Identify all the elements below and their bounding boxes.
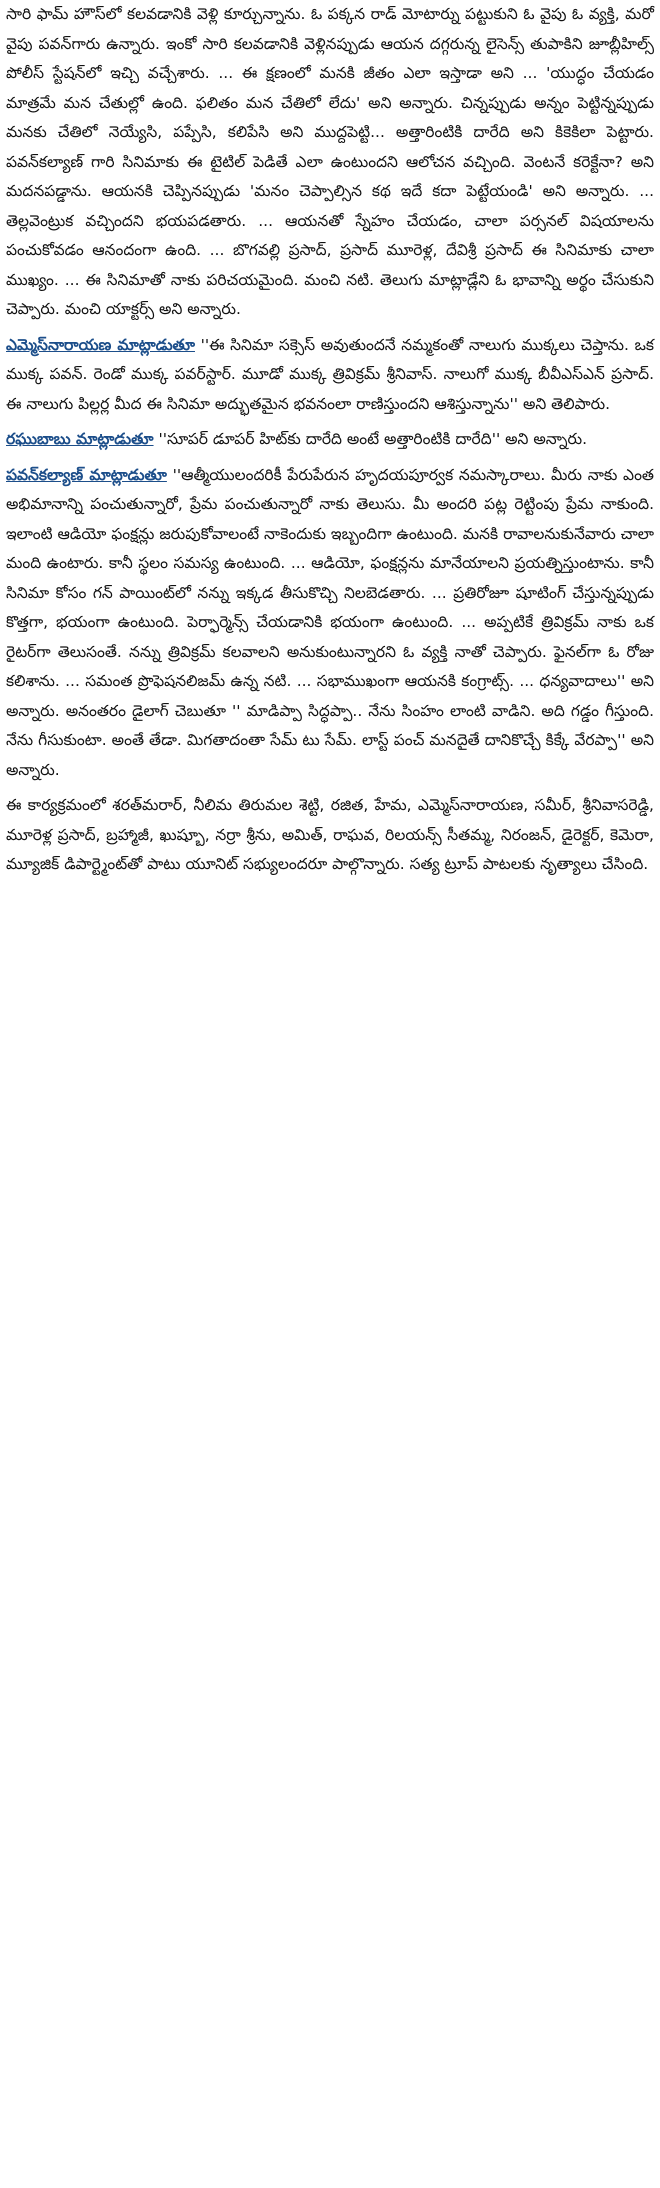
speech-paragraph (6, 461, 654, 786)
paragraph-text: ''ఈ సినిమా సక్సెస్ అవుతుందనే నమ్మకంతో నాలుగు ముక్కలు చెప్తాను. ఒక ముక్క పవన్. రెండో ముక్క పవర్‌స్టార్. మూడో ముక్క త్రివిక్రమ్ శ్రీనివాస్. నాలుగో ముక్క బీవీఎస్ఎన్ ప్రసాద్. ఈ నాలుగు పిల్లర్ల మీద ఈ సినిమా అద్భుతమైన భవనంలా రాణిస్తుందని ఆశిస్తున్నాను'' అని తెలిపారు. (6, 335, 654, 413)
speech-paragraph (6, 331, 654, 420)
paragraph-text: ఈ కార్యక్రమంలో శరత్‌మరార్, నీలిమ తిరుమల శెట్టి, రజిత, హేమ, ఎమ్మెస్‌నారాయణ, సమీర్, శ్రీనివాసరెడ్డి, మూరెళ్ల ప్రసాద్, బ్రహ్మాజీ, ఖుష్బూ, నర్రా శ్రీను, అమిత్, రాఘవ, రిలయన్స్ సీతమ్మ, నిరంజన్, డైరెక్టర్, కెమెరా, మ్యూజిక్ డిపార్ట్మెంట్‌తో పాటు యూనిట్ సభ్యులందరూ పాల్గొన్నారు. సత్య ట్రూప్ పాటలకు నృత్యాలు చేసింది. (6, 796, 654, 873)
paragraph-text: సారి ఫామ్ హౌస్‌లో కలవడానికి వెళ్లి కూర్చున్నాను. ఓ పక్కన రాడ్ మోటార్ను పట్టుకుని ఓ వైపు ఓ వ్యక్తి, మరో వైపు పవన్‌గారు ఉన్నారు. ఇంకో సారి కలవడానికి వెళ్లినప్పుడు ఆయన దగ్గరున్న లైసెన్స్ తుపాకిని జూబ్లీహిల్స్ పోలీస్ స్టేషన్‌లో ఇచ్చి వచ్చేశారు. ... ఈ క్షణంలో మనకి జీతం ఎలా ఇస్తాడా అని ... 'యుద్ధం చేయడం మాత్రమే మన చేతుల్లో ఉంది. ఫలితం మన చేతిలో లేదు' అని అన్నారు. చిన్నప్పుడు అన్నం పెట్టిన్నప్పుడు మనకు చేతిలో నెయ్యేసి, పప్పేసి, కలిపేసి అని ముద్దపెట్టి... అత్తారింటికి దారేది అని కికెకిలా పెట్టారు. పవన్‌కల్యాణ్ గారి సినిమాకు ఈ టైటిల్ పెడితే ఎలా ఉంటుందని ఆలోచన వచ్చింది. వెంటనే కరెక్టేనా? అని మదనపడ్డాను. ఆయనకి చెప్పినప్పుడు 'మనం చెప్పాల్సిన కథ ఇదే కదా పెట్టేయండి' అని అన్నారు. ... తెల్లవెంట్రుక వచ్చిందని భయపడతారు. ... ఆయనతో స్నేహం చేయడం, చాలా పర్సనల్ విషయాలను పంచుకోవడం ఆనందంగా ఉంది. ... బొగవల్లి ప్రసాద్, ప్రసాద్ మూరెళ్ల, దేవిశ్రీ ప్రసాద్ ఈ సినిమాకు చాలా ముఖ్యం. ... ఈ సినిమాతో నాకు పరిచయమైంది. మంచి నటి. తెలుగు మాట్లాడ్లేని ఓ భావాన్ని అర్థం చేసుకుని చెప్పారు. మంచి యాక్టర్స్ అని అన్నారు. (6, 5, 654, 318)
speaker-label: పవన్‌కల్యాణ్ మాట్లాడుతూ (6, 465, 167, 484)
article-body (6, 0, 654, 886)
body-paragraph (6, 791, 654, 880)
speaker-label: ఎమ్మెస్‌నారాయణ మాట్లాడుతూ (6, 335, 195, 354)
paragraph-text: ''ఆత్మీయులందరికీ పేరుపేరున హృదయపూర్వక నమస్కారాలు. మీరు నాకు ఎంత అభిమానాన్ని పంచుతున్నారో, ప్రేమ పంచుతున్నారో నాకు తెలుసు. మీ అందరి పట్ల రెట్టింపు ప్రేమ నాకుంది. ఇలాంటి ఆడియో ఫంక్షన్లు జరుపుకోవాలంటే నాకెందుకు ఇబ్బందిగా ఉంటుంది. మనకి రావాలనుకునేవారు చాలా మంది ఉంటారు. కానీ స్థలం సమస్య ఉంటుంది. ... ఆడియో, ఫంక్షన్లను మానేయాలని ప్రయత్నిస్తుంటాను. కానీ సినిమా కోసం గన్ పాయింట్‌లో నన్ను ఇక్కడ తీసుకొచ్చి నిలబెడతారు. ... ప్రతిరోజూ షూటింగ్ చేస్తున్నప్పుడు కొత్తగా, భయంగా ఉంటుంది. పెర్ఫార్మెన్స్ చేయడానికి భయంగా ఉంటుంది. ... అప్పటికే త్రివిక్రమ్ నాకు ఒక రైటర్‌గా తెలుసంతే. నన్ను త్రివిక్రమ్ కలవాలని అనుకుంటున్నారని ఓ వ్యక్తి నాతో చెప్పారు. ఫైనల్‌గా ఓ రోజు కలిశాను. ... సమంత ప్రొఫెషనలిజమ్ ఉన్న నటి. ... సభాముఖంగా ఆయనకి కంగ్రాట్స్. ... ధన్యవాదాలు'' అని అన్నారు. అనంతరం డైలాగ్ చెబుతూ '' మాడిప్పా సిద్ధప్పా.. నేను సింహం లాంటి వాడిని. అది గడ్డం గీస్తుంది. నేను గీసుకుంటా. అంతే తేడా. మిగతాదంతా సేమ్ టు సేమ్. లాస్ట్ పంచ్ మనదైతే దానికొచ్చే కిక్కే వేరప్పా'' అని అన్నారు. (6, 465, 654, 779)
speaker-label: రఘుబాబు మాట్లాడుతూ (6, 430, 154, 448)
paragraph-text: ''సూపర్ డూపర్ హిట్‌కు దారేది అంటే అత్తారింటికి దారేది'' అని అన్నారు. (158, 430, 588, 448)
body-paragraph (6, 0, 654, 325)
speech-paragraph (6, 425, 654, 455)
